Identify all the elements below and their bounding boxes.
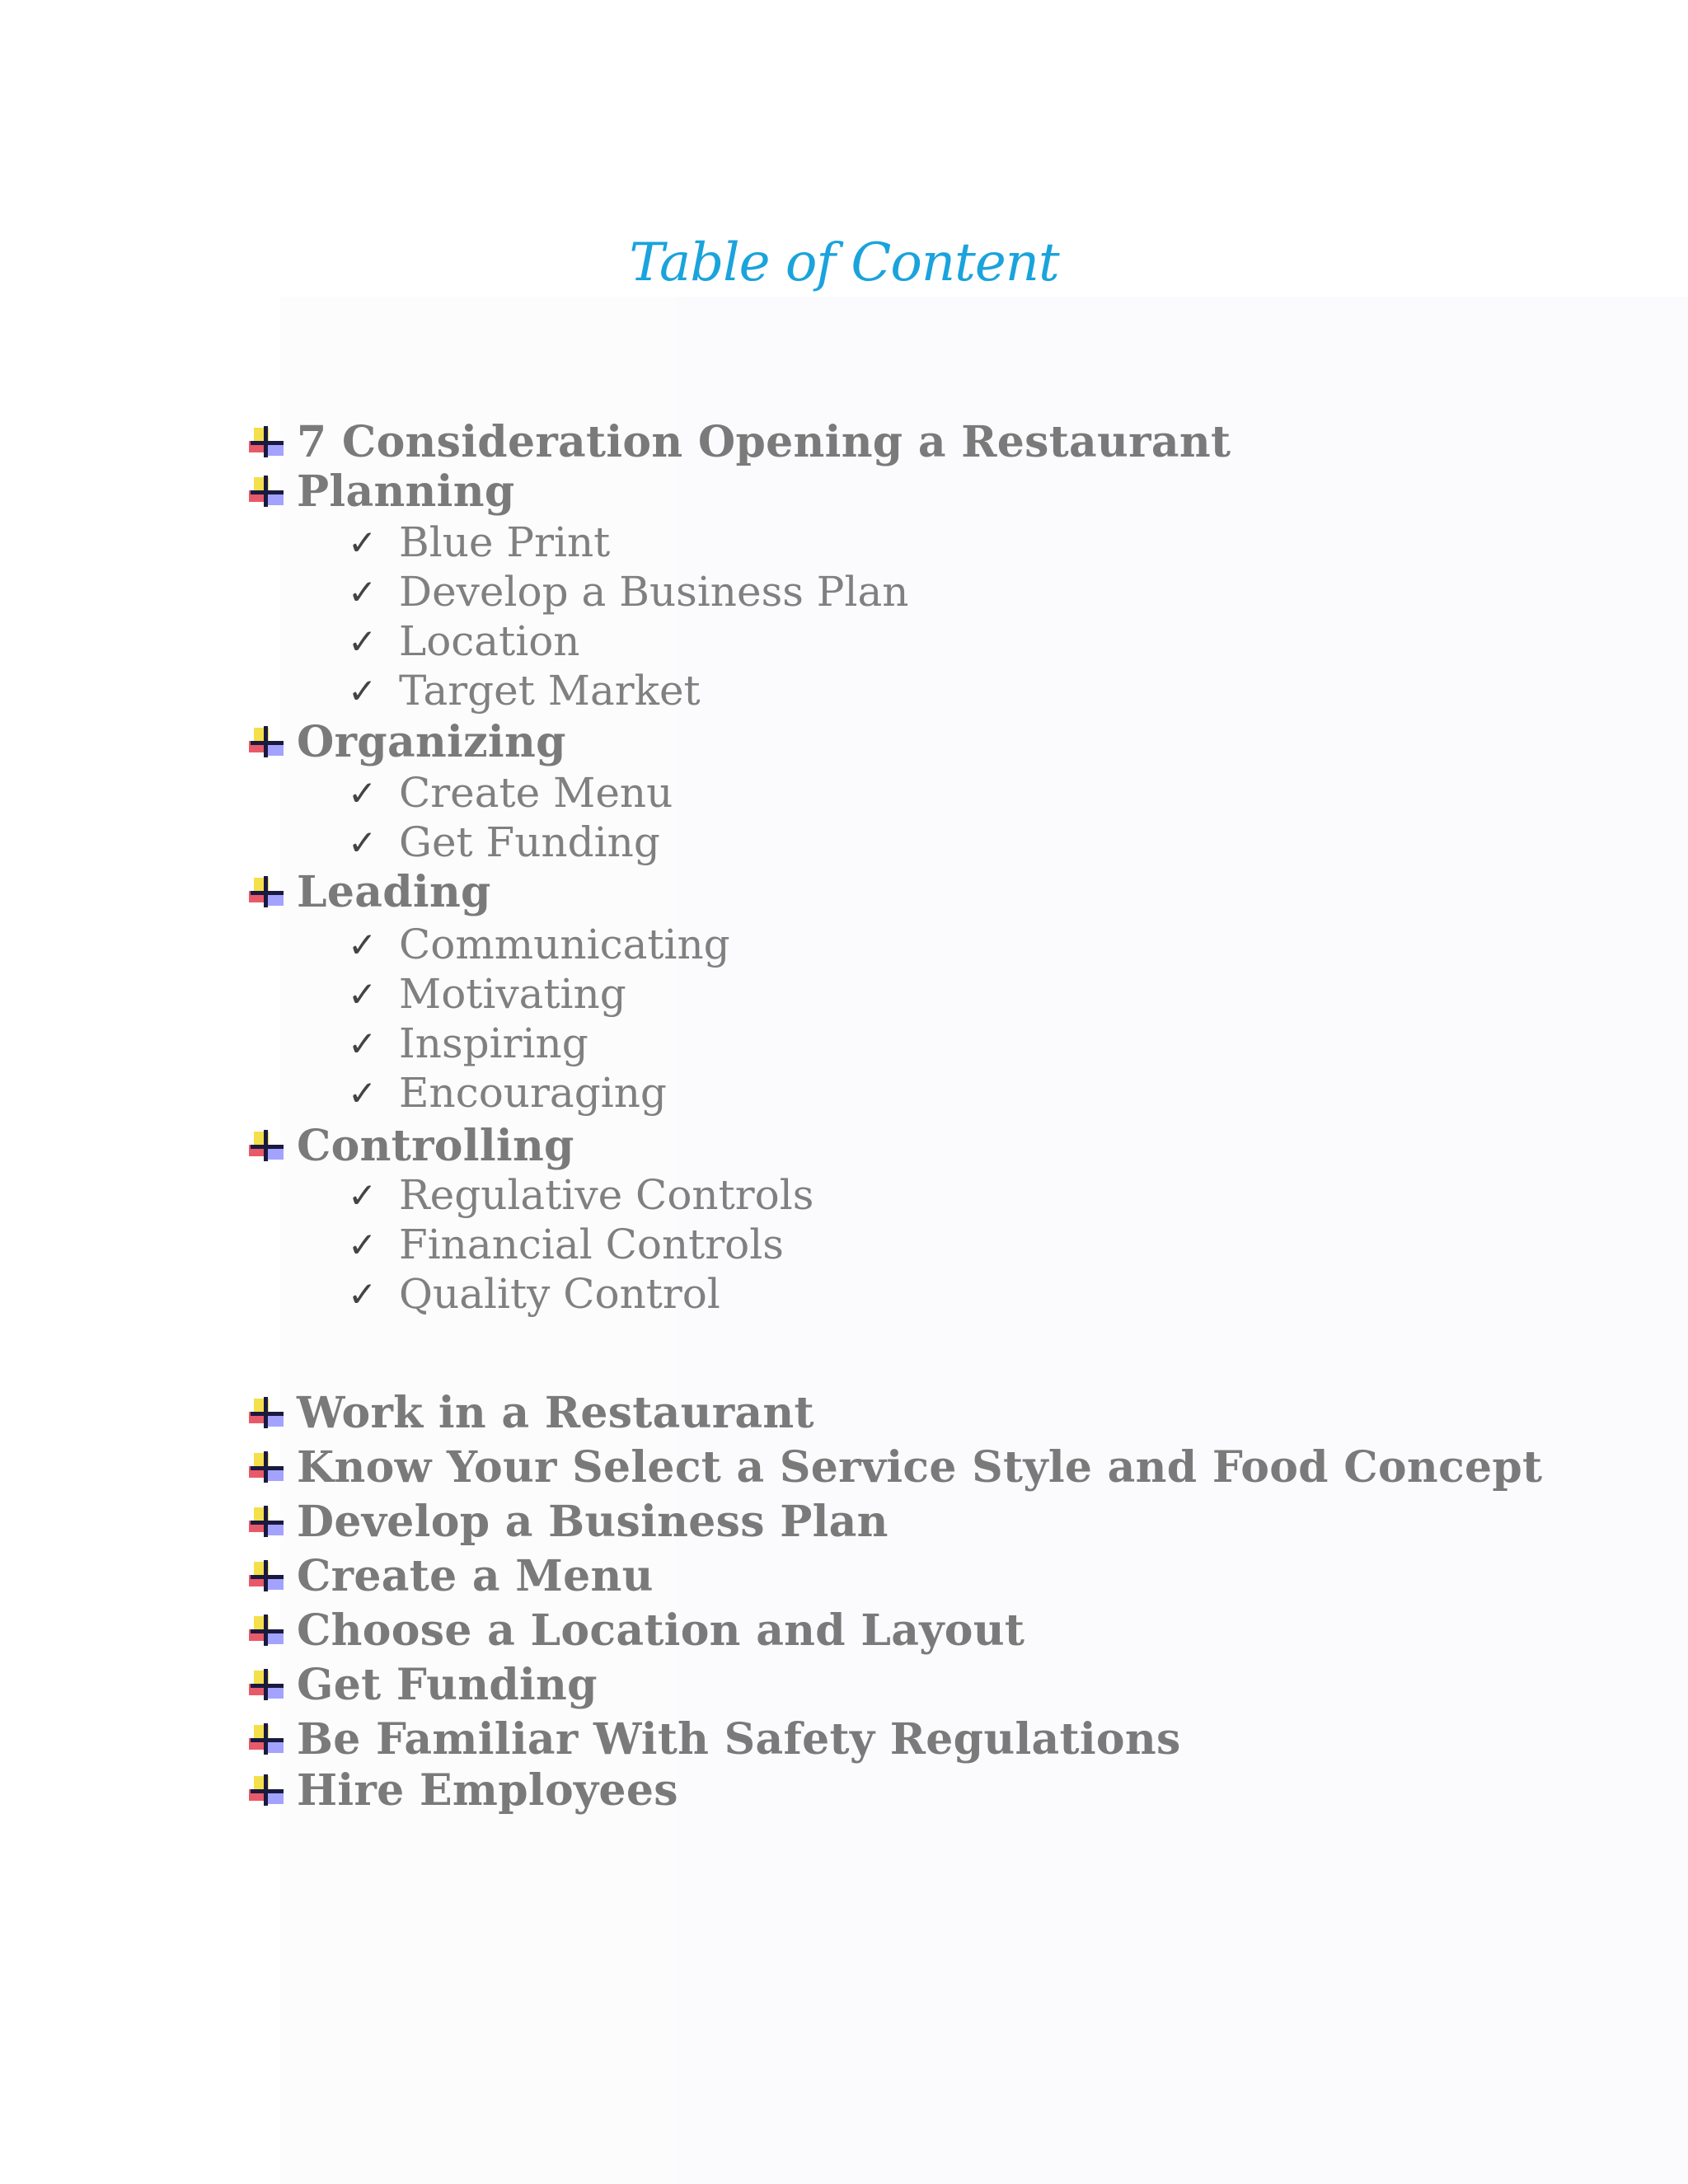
- toc-subitem: [348, 1019, 588, 1068]
- checkmark-icon: ✓: [348, 571, 377, 612]
- colored-cross-bullet-icon: [247, 423, 288, 461]
- colored-cross-bullet-icon: [247, 1127, 288, 1165]
- colored-cross-bullet-icon: [247, 472, 288, 510]
- toc-subitem-label: Communicating: [399, 921, 730, 968]
- checkmark-icon: ✓: [348, 822, 377, 863]
- toc-section-leading: [247, 867, 491, 916]
- colored-cross-bullet-icon: [247, 1448, 288, 1486]
- toc-subitem-label: Target Market: [399, 667, 701, 715]
- checkmark-icon: ✓: [348, 1072, 377, 1113]
- toc-section-label: Leading: [297, 866, 491, 917]
- checkmark-icon: ✓: [348, 670, 377, 711]
- toc-subitem-label: Regulative Controls: [399, 1171, 814, 1219]
- toc-section-consideration: [247, 417, 1231, 466]
- toc-subitem-label: Financial Controls: [399, 1221, 784, 1268]
- checkmark-icon: ✓: [348, 1023, 377, 1064]
- colored-cross-bullet-icon: [247, 1394, 288, 1432]
- colored-cross-bullet-icon: [247, 1611, 288, 1649]
- toc-step-label: Create a Menu: [297, 1550, 654, 1601]
- toc-subitem-label: Location: [399, 617, 580, 665]
- toc-subitem: [348, 518, 610, 567]
- toc-section-label: Organizing: [297, 716, 566, 767]
- toc-section-planning: [247, 466, 514, 516]
- toc-subitem: [348, 567, 908, 616]
- toc-step: [247, 1660, 598, 1709]
- checkmark-icon: ✓: [348, 1273, 377, 1315]
- checkmark-icon: ✓: [348, 973, 377, 1015]
- colored-cross-bullet-icon: [247, 873, 288, 911]
- toc-section-organizing: [247, 717, 566, 766]
- toc-step: [247, 1388, 814, 1437]
- toc-step-label: Know Your Select a Service Style and Food Concept: [297, 1441, 1543, 1493]
- toc-subitem-label: Blue Print: [399, 518, 611, 566]
- toc-step: [247, 1714, 1181, 1764]
- page-title: Table of Content: [629, 232, 1059, 293]
- toc-step-label: Be Familiar With Safety Regulations: [297, 1713, 1181, 1765]
- toc-step: [247, 1765, 678, 1815]
- toc-subitem: [348, 616, 580, 666]
- toc-subitem-label: Inspiring: [399, 1019, 588, 1067]
- toc-subitem-label: Create Menu: [399, 769, 673, 817]
- colored-cross-bullet-icon: [247, 723, 288, 761]
- toc-step-label: Work in a Restaurant: [297, 1387, 814, 1438]
- toc-subitem-label: Quality Control: [399, 1270, 720, 1318]
- checkmark-icon: ✓: [348, 772, 377, 813]
- toc-subitem: [348, 920, 730, 969]
- toc-subitem: [348, 1269, 720, 1319]
- toc-subitem-label: Motivating: [399, 970, 626, 1018]
- checkmark-icon: ✓: [348, 1174, 377, 1216]
- toc-subitem: [348, 1170, 814, 1220]
- toc-subitem: [348, 1068, 667, 1118]
- toc-step-label: Get Funding: [297, 1659, 598, 1710]
- toc-section-controlling: [247, 1121, 574, 1170]
- toc-subitem: [348, 1220, 784, 1269]
- toc-step-label: Choose a Location and Layout: [297, 1605, 1025, 1656]
- toc-step-label: Develop a Business Plan: [297, 1496, 889, 1547]
- checkmark-icon: ✓: [348, 522, 377, 563]
- colored-cross-bullet-icon: [247, 1720, 288, 1758]
- toc-section-label: Planning: [297, 466, 515, 517]
- toc-step: [247, 1605, 1025, 1655]
- toc-subitem: [348, 818, 660, 867]
- toc-section-label: 7 Consideration Opening a Restaurant: [297, 416, 1231, 467]
- toc-subitem: [348, 969, 626, 1019]
- colored-cross-bullet-icon: [247, 1771, 288, 1809]
- toc-step-label: Hire Employees: [297, 1765, 678, 1816]
- checkmark-icon: ✓: [348, 1224, 377, 1265]
- toc-subitem: [348, 666, 701, 715]
- colored-cross-bullet-icon: [247, 1666, 288, 1704]
- checkmark-icon: ✓: [348, 621, 377, 662]
- toc-step: [247, 1497, 889, 1546]
- toc-section-label: Controlling: [297, 1120, 574, 1171]
- toc-subitem-label: Encouraging: [399, 1069, 667, 1117]
- colored-cross-bullet-icon: [247, 1557, 288, 1595]
- toc-step: [247, 1442, 1542, 1492]
- toc-subitem-label: Get Funding: [399, 818, 660, 866]
- toc-step: [247, 1551, 654, 1601]
- toc-subitem-label: Develop a Business Plan: [399, 568, 909, 616]
- toc-subitem: [348, 768, 673, 818]
- colored-cross-bullet-icon: [247, 1502, 288, 1540]
- checkmark-icon: ✓: [348, 924, 377, 965]
